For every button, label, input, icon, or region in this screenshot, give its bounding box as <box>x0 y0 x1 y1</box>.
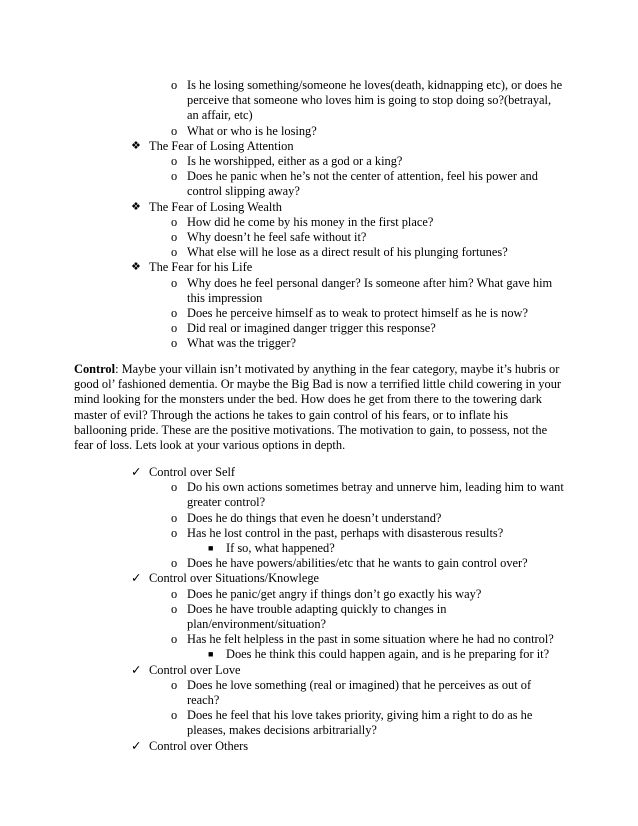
circle-bullet-icon: o <box>171 321 178 336</box>
circle-bullet-icon: o <box>171 525 178 540</box>
list-item <box>0 647 565 662</box>
circle-bullet-icon: o <box>171 510 178 525</box>
fear-outline <box>0 78 565 352</box>
circle-bullet-icon: o <box>171 336 178 351</box>
list-item <box>0 124 565 139</box>
list-item-text: Control over Love <box>149 662 241 677</box>
control-heading: Control <box>74 362 116 376</box>
control-outline <box>0 465 565 754</box>
list-item-text: Does he panic when he’s not the center of attention, feel his power and control slipping away? <box>187 169 538 199</box>
list-item-text: Is he worshipped, either as a god or a king? <box>187 154 403 169</box>
circle-bullet-icon: o <box>171 556 178 571</box>
circle-bullet-icon: o <box>171 708 178 723</box>
list-item <box>0 526 565 541</box>
list-item <box>0 602 565 632</box>
diamond-bullet-icon: ❖ <box>131 200 141 213</box>
circle-bullet-icon: o <box>171 169 178 184</box>
list-item-text: What was the trigger? <box>187 336 297 351</box>
list-item <box>0 230 565 245</box>
circle-bullet-icon: o <box>171 586 178 601</box>
checkmark-icon: ✓ <box>131 465 142 479</box>
list-item-text: Control over Self <box>149 465 236 479</box>
list-item <box>0 306 565 321</box>
list-item-text: Do his own actions sometimes betray and unnerve him, leading him to want greater control? <box>187 480 564 510</box>
list-item-text: Control over Others <box>149 738 249 753</box>
circle-bullet-icon: o <box>171 306 178 321</box>
circle-bullet-icon: o <box>171 154 178 169</box>
circle-bullet-icon: o <box>171 230 178 245</box>
square-bullet-icon: ■ <box>208 649 214 660</box>
circle-bullet-icon: o <box>171 78 178 92</box>
list-item-text: The Fear of Losing Wealth <box>149 199 282 214</box>
circle-bullet-icon: o <box>171 601 178 616</box>
list-item-text: Has he lost control in the past, perhaps with disasterous results? <box>187 525 504 540</box>
list-item-text: Does he have powers/abilities/etc that he wants to gain control over? <box>187 556 528 571</box>
control-paragraph <box>74 362 564 453</box>
list-item <box>0 321 565 336</box>
square-bullet-icon: ■ <box>208 543 214 554</box>
circle-bullet-icon: o <box>171 632 178 647</box>
circle-bullet-icon: o <box>171 245 178 260</box>
list-item <box>0 200 565 215</box>
list-item <box>0 276 565 306</box>
list-item-text: Does he do things that even he doesn’t understand? <box>187 510 442 525</box>
diamond-bullet-icon: ❖ <box>131 261 141 274</box>
list-item <box>0 78 565 124</box>
list-item <box>0 541 565 556</box>
list-item <box>0 215 565 230</box>
list-item-text: Is he losing something/someone he loves(death, kidnapping etc), or does he perceive that someone who loves him is going to stop doing so?(betrayal, an affair, etc) <box>187 78 563 123</box>
list-item <box>0 571 565 586</box>
list-item <box>0 260 565 275</box>
list-item-text: Why doesn’t he feel safe without it? <box>187 230 367 245</box>
list-item <box>0 169 565 199</box>
list-item-text: If so, what happened? <box>226 541 335 556</box>
list-item <box>0 465 565 480</box>
list-item <box>0 336 565 351</box>
list-item <box>0 511 565 526</box>
list-item-text: The Fear for his Life <box>149 260 253 275</box>
list-item-text: Why does he feel personal danger? Is someone after him? What gave him this impression <box>187 275 553 305</box>
circle-bullet-icon: o <box>171 480 178 495</box>
list-item-text: Does he have trouble adapting quickly to changes in plan/environment/situation? <box>187 601 447 632</box>
list-item <box>0 245 565 260</box>
checkmark-icon: ✓ <box>131 738 142 753</box>
list-item <box>0 154 565 169</box>
list-item-text: The Fear of Losing Attention <box>149 138 294 153</box>
list-item-text: Does he feel that his love takes priority, giving him a right to do as he pleases, makes decisions arbitrarially? <box>187 708 533 738</box>
list-item <box>0 632 565 647</box>
list-item <box>0 708 565 738</box>
list-item-text: What or who is he losing? <box>187 123 317 138</box>
control-body: : Maybe your villain isn’t motivated by anything in the fear category, maybe it’s hubris or good ol’ fashioned dementia. Or maybe the Big Bad is now a terrified little child cowering in your mind looking for the monsters under the bed. How does he get from there to the towering dark master of evil? Through the actions he takes to gain control of his fears, or to inflate his ballooning pride. These are the positive motivations. The motivation to gain, to possess, not the fear of loss. Lets look at your various options in depth. <box>74 362 562 453</box>
list-item-text: How did he come by his money in the first place? <box>187 214 434 229</box>
list-item-text: Does he perceive himself as to weak to protect himself as he is now? <box>187 306 528 321</box>
list-item <box>0 587 565 602</box>
list-item-text: What else will he lose as a direct result of his plunging fortunes? <box>187 245 508 260</box>
list-item-text: Did real or imagined danger trigger this response? <box>187 321 436 336</box>
list-item <box>0 739 565 754</box>
list-item <box>0 678 565 708</box>
list-item-text: Has he felt helpless in the past in some situation where he had no control? <box>187 632 554 647</box>
list-item-text: Control over Situations/Knowlege <box>149 571 320 586</box>
circle-bullet-icon: o <box>171 275 178 290</box>
list-item <box>0 556 565 571</box>
checkmark-icon: ✓ <box>131 571 142 586</box>
circle-bullet-icon: o <box>171 677 178 692</box>
circle-bullet-icon: o <box>171 123 178 138</box>
circle-bullet-icon: o <box>171 214 178 229</box>
list-item <box>0 663 565 678</box>
list-item <box>0 480 565 510</box>
list-item-text: Does he love something (real or imagined) that he perceives as out of reach? <box>187 677 532 708</box>
list-item-text: Does he think this could happen again, and is he preparing for it? <box>226 647 550 662</box>
list-item <box>0 139 565 154</box>
diamond-bullet-icon: ❖ <box>131 139 141 152</box>
list-item-text: Does he panic/get angry if things don’t go exactly his way? <box>187 586 482 601</box>
checkmark-icon: ✓ <box>131 662 142 677</box>
